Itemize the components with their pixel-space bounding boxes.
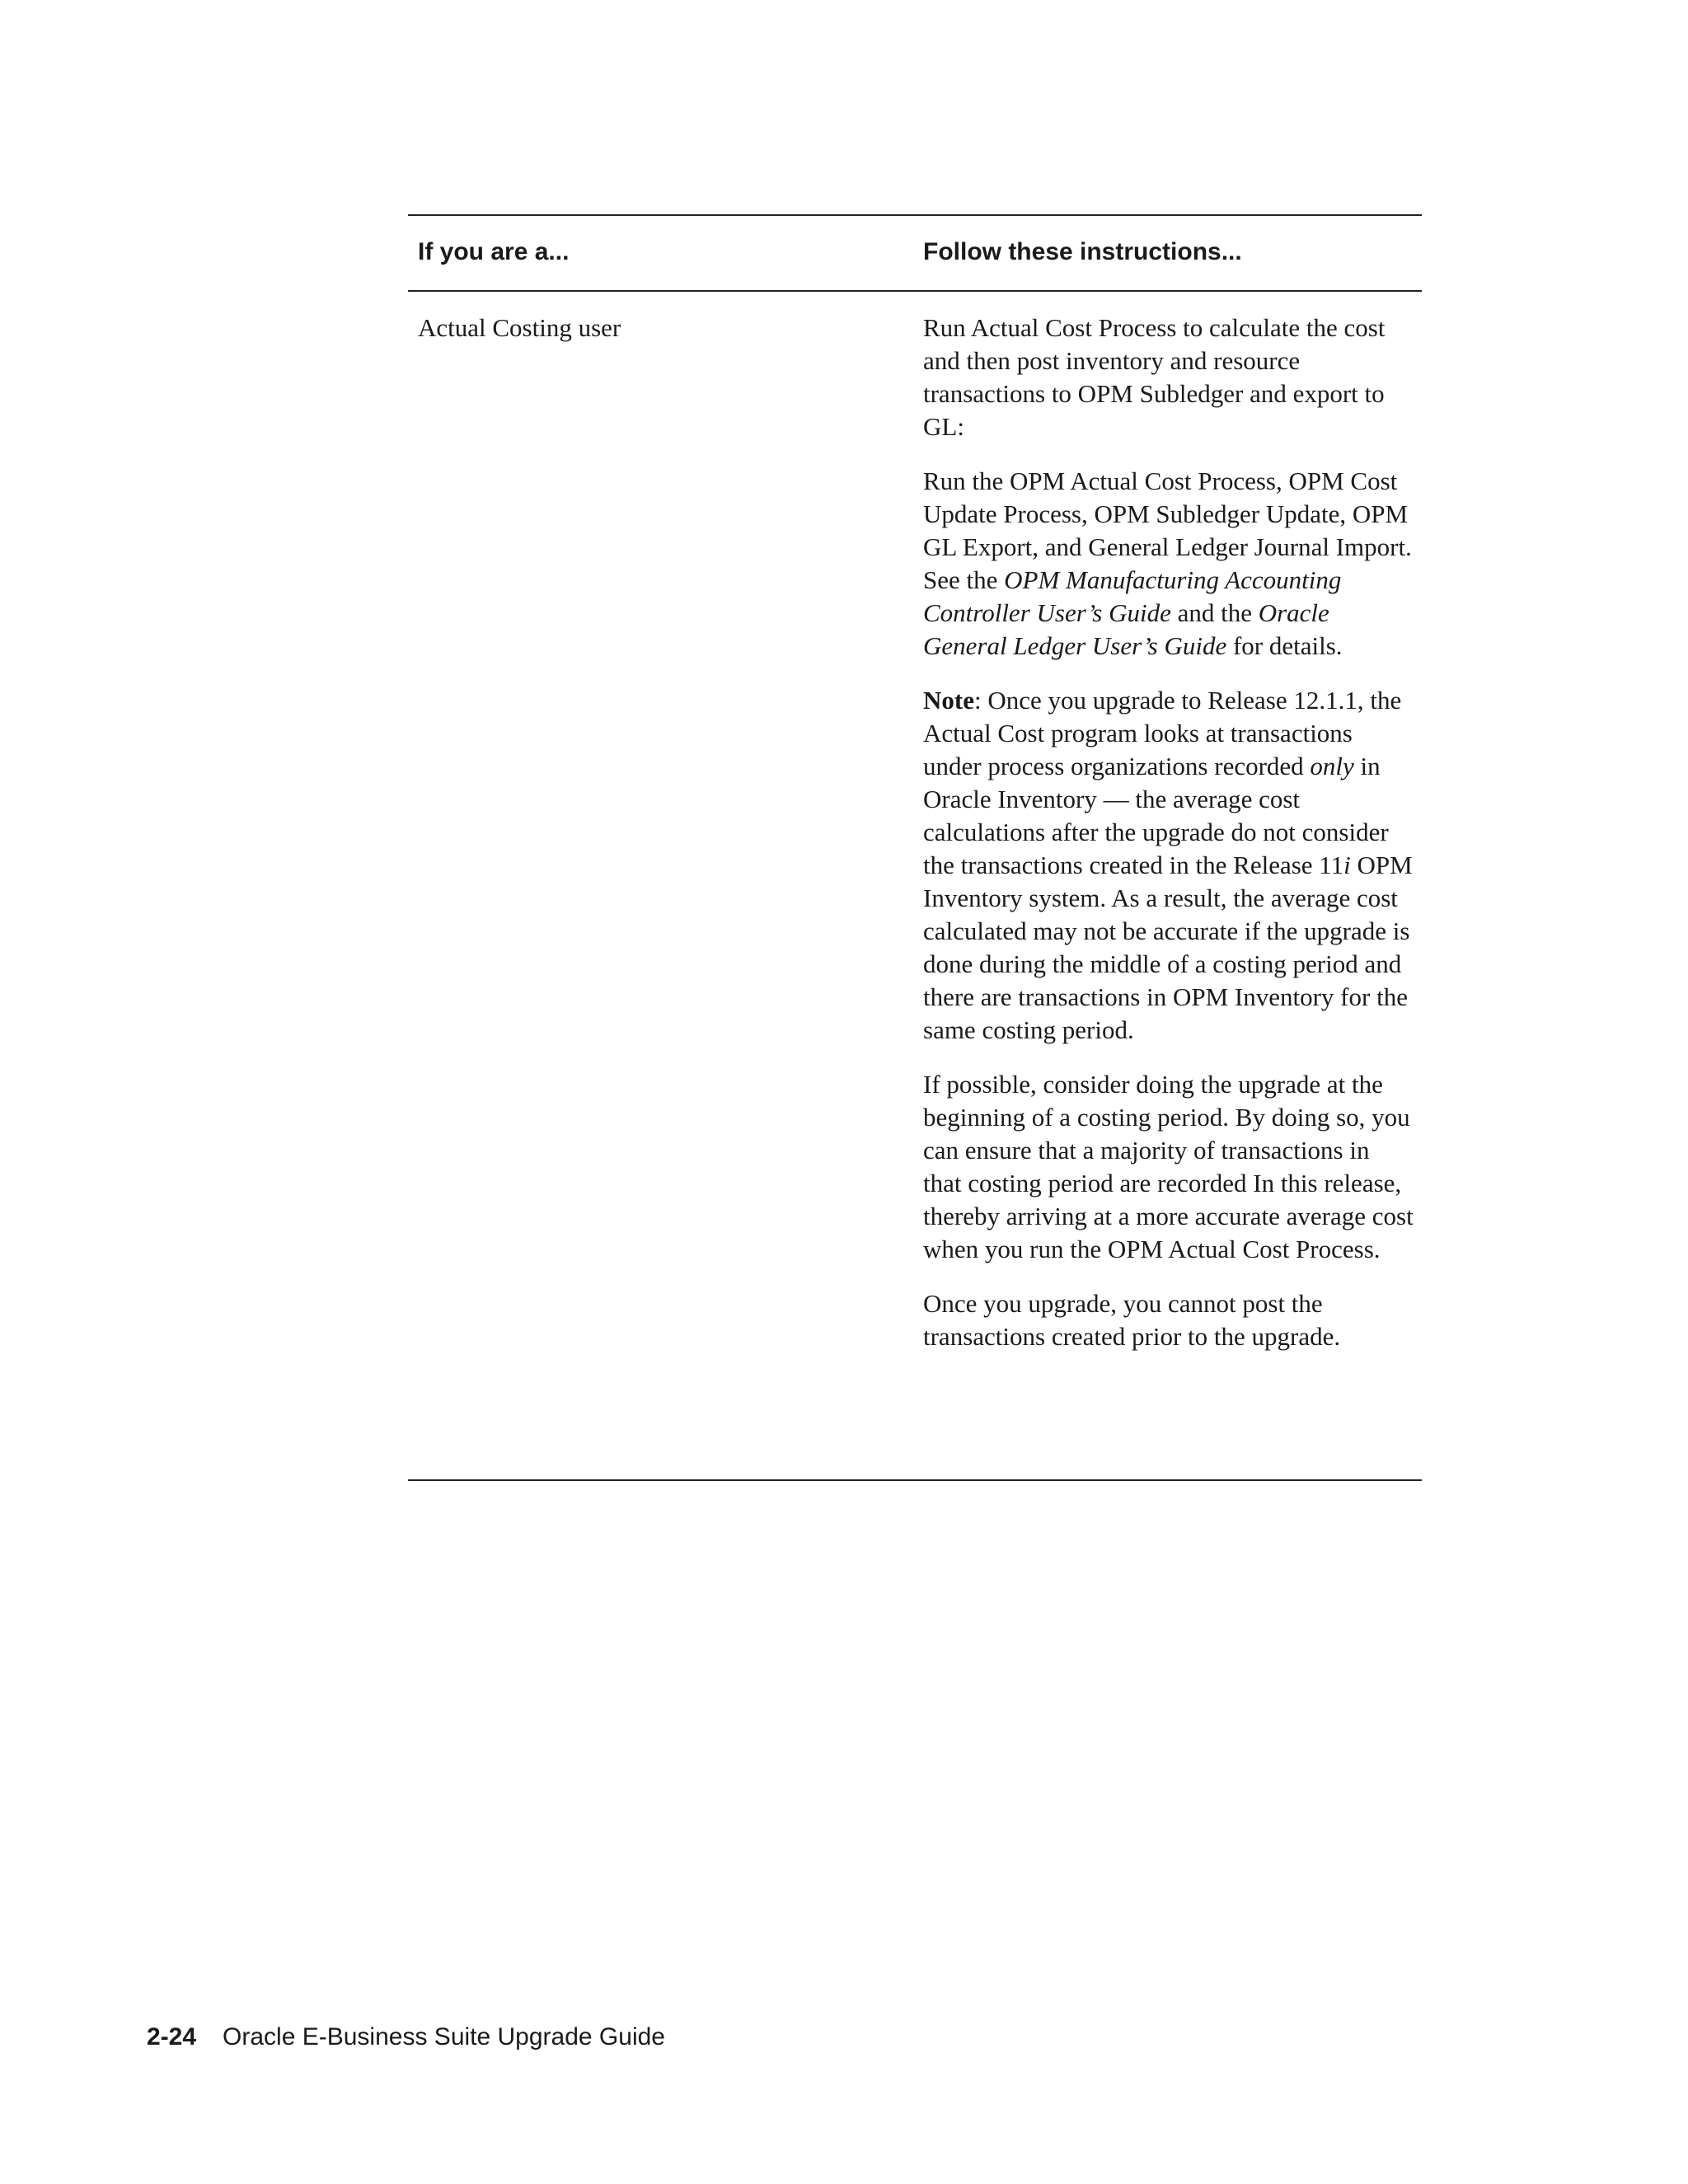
table-bottom-rule bbox=[408, 1479, 1422, 1481]
emphasis-only: only bbox=[1310, 752, 1354, 780]
note-paragraph bbox=[923, 684, 1414, 1047]
doc-reference-gl-guide: Oracle General Ledger User’s Guide bbox=[923, 598, 1329, 660]
instruction-paragraph-1: Run Actual Cost Process to calculate the cost and then post inventory and resource transactions to OPM Subledger and export to GL: bbox=[923, 313, 1386, 441]
doc-reference-opm-mac-guide: OPM Manufacturing Accounting Controller User’s Guide bbox=[923, 565, 1342, 627]
text-span: and the bbox=[1170, 598, 1259, 627]
page-footer bbox=[147, 2022, 665, 2052]
table-cell-role: Actual Costing user bbox=[418, 313, 621, 342]
table-top-rule bbox=[408, 214, 1422, 216]
release-suffix-i: i bbox=[1343, 851, 1351, 879]
text-span: OPM Inventory system. As a result, the average cost calculated may not be accurate if the upgrade is done during the middle of a costing period and there are transactions in OPM Inventory for the same costing period. bbox=[923, 851, 1413, 1044]
column-header-role: If you are a... bbox=[418, 238, 570, 265]
column-header-instructions: Follow these instructions... bbox=[923, 238, 1242, 265]
text-span: Run the OPM Actual Cost Process, OPM Cost Update Process, OPM Subledger Update, OPM GL Export, and General Ledger Journal Import. See the bbox=[923, 466, 1412, 594]
book-title: Oracle E-Business Suite Upgrade Guide bbox=[223, 2023, 665, 2050]
note-label: Note bbox=[923, 686, 974, 715]
table-header-rule bbox=[408, 290, 1422, 292]
instruction-paragraph-5: Once you upgrade, you cannot post the transactions created prior to the upgrade. bbox=[923, 1289, 1341, 1351]
table-cell-instructions bbox=[923, 312, 1414, 1353]
text-span: for details. bbox=[1226, 631, 1343, 660]
instruction-paragraph-4: If possible, consider doing the upgrade at the beginning of a costing period. By doing so, you can ensure that a majority of transactions in that costing period are recorded In this release, thereby arriving at a more accurate average cost when you run the OPM Actual Cost Process. bbox=[923, 1070, 1414, 1263]
text-span: : Once you upgrade to Release 12.1.1, the Actual Cost program looks at transactions under process organizations recorded bbox=[923, 686, 1402, 780]
instruction-paragraph-2 bbox=[923, 465, 1414, 663]
text-span: in Oracle Inventory — the average cost calculations after the upgrade do not consider the transactions created in the Release 11 bbox=[923, 752, 1389, 879]
page-number: 2-24 bbox=[147, 2023, 197, 2050]
